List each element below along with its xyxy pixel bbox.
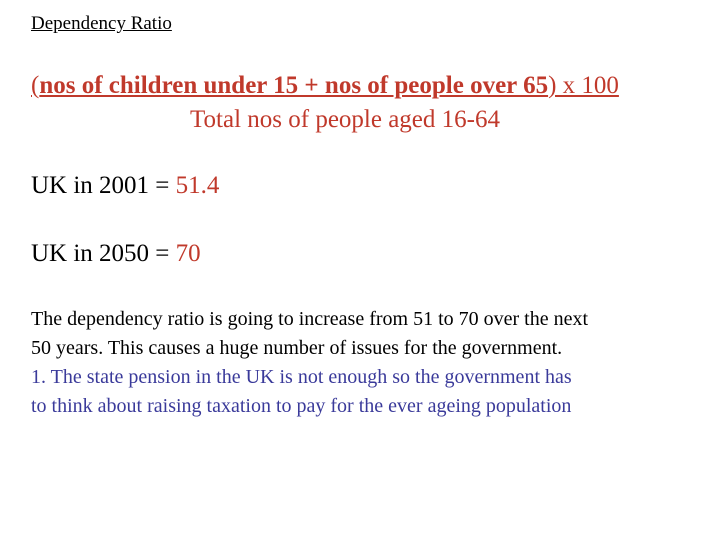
page-title: Dependency Ratio (31, 13, 172, 34)
explanation-line: to think about raising taxation to pay for the ever ageing population (31, 395, 572, 417)
stat-label: UK in 2050 = (31, 240, 176, 267)
explanation-paragraph (31, 305, 588, 363)
explanation-point-1 (31, 363, 572, 421)
formula-open-paren: ( (31, 72, 40, 99)
stat-uk-2001 (31, 172, 219, 200)
explanation-line: 1. The state pension in the UK is not enough so the government has (31, 366, 572, 388)
explanation-line: 50 years. This causes a huge number of issues for the government. (31, 337, 563, 359)
formula-numerator-line (31, 72, 619, 100)
explanation-line: The dependency ratio is going to increase from 51 to 70 over the next (31, 308, 589, 330)
stat-uk-2050 (31, 240, 201, 268)
stat-value: 51.4 (175, 172, 220, 199)
formula-denominator: Total nos of people aged 16-64 (190, 106, 500, 133)
formula-numerator: nos of children under 15 + nos of people over 65 (39, 72, 549, 99)
formula-multiplier: ) x 100 (548, 72, 619, 99)
stat-value: 70 (175, 240, 201, 267)
stat-label: UK in 2001 = (31, 172, 176, 199)
